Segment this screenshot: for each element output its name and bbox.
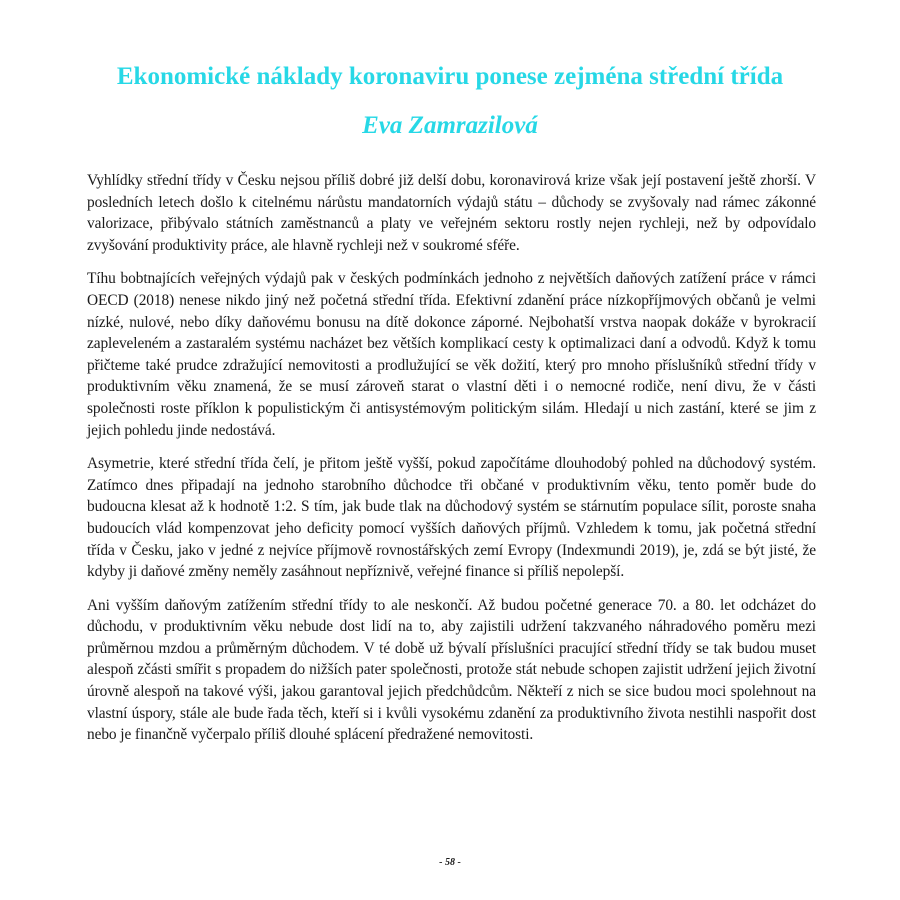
body-paragraph: Tíhu bobtnajících veřejných výdajů pak v českých podmínkách jednoho z největších daňových zatížení práce v rámci OECD (2018) nenese nikdo jiný než početná střední třída. Efektivní zdanění práce nízkopříjmových občanů je velmi nízké, nulové, nebo díky daňovému bonusu na dítě dokonce záporné. Nejbohatší vrstva naopak dokáže v byrokracií zapleveleném a zastaralém systému nacházet bez větších komplikací cesty k optimalizaci daní a odvodů. Když k tomu přičteme také prudce zdražující nemovitosti a prodlužující se věk dožití, který pro mnoho příslušníků střední třídy v produktivním věku znamená, že se musí zároveň starat o vlastní děti i o nemocné rodiče, není divu, že v části společnosti roste příklon k populistickým či antisystémovým politickým silám. Hledají u nich zastání, které se jim z jejich pohledu jinde nedostává. [87, 270, 816, 439]
body-paragraph: Asymetrie, které střední třída čelí, je přitom ještě vyšší, pokud započítáme dlouhodobý pohled na důchodový systém. Zatímco dnes připadají na jednoho starobního důchodce tři občané v produktivním věku, tento poměr bude do budoucna klesat až k hodnotě 1:2. S tím, jak bude tlak na důchodový systém se stárnutím populace sílit, poroste snaha budoucích vlád kompenzovat jeho deficity pomocí vyšších daňových příjmů. Vzhledem k tomu, jak početná střední třída v Česku, jako v jedné z nejvíce příjmově rovnostářských zemí Evropy (Indexmundi 2019), je, zdá se být jisté, že kdyby ji daňové změny neměly zasáhnout nepříznivě, veřejné finance si příliš nepolepší. [87, 455, 816, 581]
article-author: Eva Zamrazilová [362, 112, 538, 139]
body-paragraph: Ani vyšším daňovým zatížením střední třídy to ale neskončí. Až budou početné generace 70. a 80. let odcházet do důchodu, v produktivním věku nebude dost lidí na to, aby zajistili udržení takzvaného náhradového poměru mezi průměrnou mzdou a průměrným důchodem. V té době už bývalí příslušníci pracující střední třídy se tak budou muset alespoň zčásti smířit s propadem do nižších pater společnosti, protože stát nebude schopen zajistit udržení jejich životní úrovně alespoň na takové výši, jakou garantoval jejich předchůdcům. Někteří z nich se sice budou moci spolehnout na vlastní úspory, stále ale bude řada těch, kteří si i kvůli vysokému zdanění za produktivního života nestihli naspořit dost nebo je finančně vyčerpalo příliš dlouhé splácení předražené nemovitosti. [87, 596, 816, 744]
article-title: Ekonomické náklady koronaviru ponese zejména střední třída [116, 62, 784, 90]
page-number: - 58 - [439, 857, 461, 868]
body-paragraph: Vyhlídky střední třídy v Česku nejsou příliš dobré již delší dobu, koronavirová krize však její postavení ještě zhorší. V posledních letech došlo k citelnému nárůstu mandatorních výdajů státu – důchody se zvyšovaly nad rámec zákonné valorizace, přibývalo státních zaměstnanců a platy ve veřejném sektoru rostly nejen rychleji, než by odpovídalo zvyšování produktivity práce, ale hlavně rychleji než v soukromé sféře. [87, 172, 816, 254]
article-body [87, 170, 816, 758]
